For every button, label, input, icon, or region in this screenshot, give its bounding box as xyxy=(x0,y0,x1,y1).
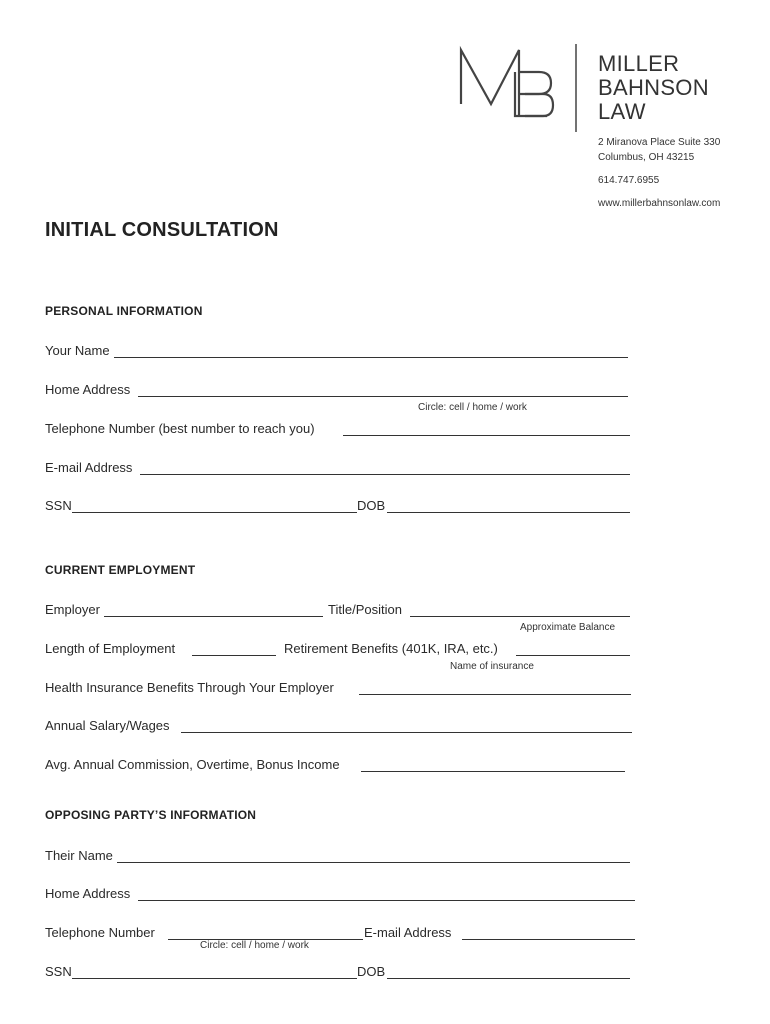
commission-label: Avg. Annual Commission, Overtime, Bonus Income xyxy=(45,757,340,772)
your-name-label: Your Name xyxy=(45,343,110,358)
section-heading-employment: CURRENT EMPLOYMENT xyxy=(45,563,196,577)
retirement-label: Retirement Benefits (401K, IRA, etc.) xyxy=(284,641,498,656)
salary-label: Annual Salary/Wages xyxy=(45,718,170,733)
their-name-row xyxy=(45,848,632,866)
balance-hint: Approximate Balance xyxy=(520,622,616,633)
commission-field[interactable] xyxy=(361,771,625,772)
opposing-home-address-row xyxy=(45,886,637,904)
retirement-field[interactable] xyxy=(516,655,630,656)
telephone-label: Telephone Number (best number to reach you) xyxy=(45,421,315,436)
opposing-home-address-field[interactable] xyxy=(138,900,635,901)
length-retirement-row xyxy=(45,641,632,659)
telephone-field[interactable] xyxy=(343,435,630,436)
opposing-phone-type-hint: Circle: cell / home / work xyxy=(200,940,309,951)
firm-logo xyxy=(455,42,585,134)
opposing-ssn-label: SSN xyxy=(45,964,72,979)
their-name-label: Their Name xyxy=(45,848,113,863)
page-title: INITIAL CONSULTATION xyxy=(45,219,279,241)
firm-name-line-2: BAHNSON xyxy=(598,75,709,100)
salary-field[interactable] xyxy=(181,732,632,733)
email-row xyxy=(45,460,632,478)
section-heading-opposing: OPPOSING PARTY’S INFORMATION xyxy=(45,808,257,822)
firm-website: www.millerbahnsonlaw.com xyxy=(598,198,721,209)
home-address-label: Home Address xyxy=(45,382,131,397)
ssn-dob-row xyxy=(45,498,632,516)
firm-phone: 614.747.6955 xyxy=(598,175,660,186)
opposing-home-address-label: Home Address xyxy=(45,886,131,901)
commission-row xyxy=(45,757,627,775)
firm-address-line-2: Columbus, OH 43215 xyxy=(598,152,695,163)
opposing-phone-email-row xyxy=(45,925,637,943)
insurance-hint: Name of insurance xyxy=(450,661,534,672)
section-heading-personal: PERSONAL INFORMATION xyxy=(45,304,203,318)
health-insurance-label: Health Insurance Benefits Through Your Employer xyxy=(45,680,334,695)
firm-address-line-1: 2 Miranova Place Suite 330 xyxy=(598,137,721,148)
length-of-employment-field[interactable] xyxy=(192,655,276,656)
employer-label: Employer xyxy=(45,602,100,617)
opposing-dob-field[interactable] xyxy=(387,978,630,979)
opposing-dob-label: DOB xyxy=(357,964,386,979)
opposing-telephone-label: Telephone Number xyxy=(45,925,155,940)
opposing-ssn-field[interactable] xyxy=(72,978,357,979)
length-of-employment-label: Length of Employment xyxy=(45,641,176,656)
employer-field[interactable] xyxy=(104,616,323,617)
firm-name-line-3: LAW xyxy=(598,99,646,124)
their-name-field[interactable] xyxy=(117,862,630,863)
title-position-field[interactable] xyxy=(410,616,630,617)
telephone-row xyxy=(45,421,632,439)
home-address-row xyxy=(45,382,630,400)
home-address-field[interactable] xyxy=(138,396,628,397)
salary-row xyxy=(45,718,633,736)
employer-row xyxy=(45,602,632,620)
dob-label: DOB xyxy=(357,498,386,513)
your-name-row xyxy=(45,343,630,361)
firm-name xyxy=(598,52,709,124)
title-position-label: Title/Position xyxy=(328,602,402,617)
email-field[interactable] xyxy=(140,474,630,475)
ssn-label: SSN xyxy=(45,498,72,513)
phone-type-hint: Circle: cell / home / work xyxy=(418,402,527,413)
health-insurance-row xyxy=(45,680,633,698)
opposing-email-field[interactable] xyxy=(462,939,635,940)
email-label: E-mail Address xyxy=(45,460,133,475)
health-insurance-field[interactable] xyxy=(359,694,631,695)
opposing-ssn-dob-row xyxy=(45,964,632,982)
ssn-field[interactable] xyxy=(72,512,357,513)
firm-name-line-1: MILLER xyxy=(598,51,680,76)
your-name-field[interactable] xyxy=(114,357,628,358)
opposing-email-label: E-mail Address xyxy=(364,925,452,940)
dob-field[interactable] xyxy=(387,512,630,513)
